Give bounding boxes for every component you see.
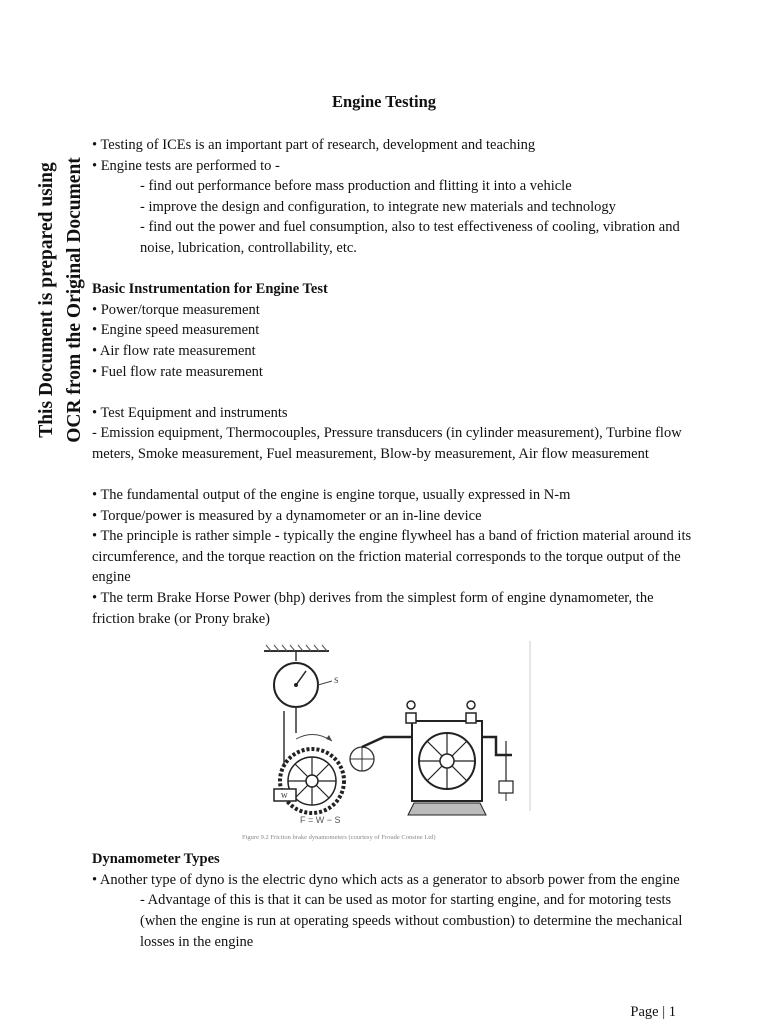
ocr-notice-line-2: OCR from the Original Document	[64, 157, 85, 443]
prony-brake-drawing	[234, 641, 534, 841]
ocr-notice-text	[33, 157, 89, 443]
dyno-bullet: • Another type of dyno is the electric dyno which acts as a generator to absorb power from the engine	[92, 871, 680, 888]
label-s: S	[334, 676, 339, 686]
page-number: Page | 1	[630, 1004, 676, 1020]
equipment-text: - Emission equipment, Thermocouples, Pressure transducers (in cylinder measurement), Turbine flow meters, Smoke measurement, Fuel measurement, Blow-by measurement, Air flow measurement	[92, 425, 682, 462]
equipment-heading: • Test Equipment and instruments	[92, 404, 288, 421]
spacer	[92, 382, 692, 403]
spacer	[92, 465, 692, 486]
figure-formula: F = W − S	[300, 815, 341, 826]
basic-item-2: • Engine speed measurement	[92, 322, 260, 339]
intro-sub-3: - find out the power and fuel consumption, also to test effectiveness of cooling, vibration and noise, lubrication, controllability, etc.	[140, 219, 680, 256]
page-title: Engine Testing	[331, 92, 437, 111]
document-body	[92, 135, 692, 952]
fundamental-bullet-4: • The term Brake Horse Power (bhp) derives from the simplest form of engine dynamometer, the friction brake (or Prony brake)	[92, 590, 654, 627]
intro-sub-1: - find out performance before mass production and flitting it into a vehicle	[140, 178, 572, 195]
fundamental-bullet-3: • The principle is rather simple - typically the engine flywheel has a band of friction material around its circumference, and the torque reaction on the friction material corresponds to the torque output of the engine	[92, 528, 692, 586]
ocr-notice-sidebar	[0, 0, 85, 443]
intro-sub-2: - improve the design and configuration, to integrate new materials and technology	[140, 198, 616, 215]
basic-item-3: • Air flow rate measurement	[92, 342, 256, 359]
intro-bullet-1: • Testing of ICEs is an important part of research, development and teaching	[92, 137, 536, 153]
fundamental-bullet-1: • The fundamental output of the engine is engine torque, usually expressed in N-m	[92, 487, 571, 504]
basic-item-4: • Fuel flow rate measurement	[92, 363, 263, 380]
basic-item-1: • Power/torque measurement	[92, 301, 260, 318]
dyno-sub: - Advantage of this is that it can be used as motor for starting engine, and for motoring tests (when the engine is run at operating speeds without combustion) to determine the mechanical losses in the engine	[140, 892, 683, 950]
label-w: W	[281, 792, 288, 801]
dynamometer-types-heading: Dynamometer Types	[92, 851, 220, 868]
basic-instrumentation-heading: Basic Instrumentation for Engine Test	[92, 281, 328, 298]
figure-caption: Figure 9.2 Friction brake dynamometers (courtesy of Froude Consine Ltd)	[242, 834, 436, 842]
ocr-notice-line-1: This Document is prepared using	[36, 162, 57, 438]
prony-brake-figure	[234, 641, 534, 841]
intro-bullet-2: • Engine tests are performed to -	[92, 157, 280, 174]
spacer	[92, 259, 692, 280]
fundamental-bullet-2: • Torque/power is measured by a dynamometer or an in-line device	[92, 507, 482, 524]
